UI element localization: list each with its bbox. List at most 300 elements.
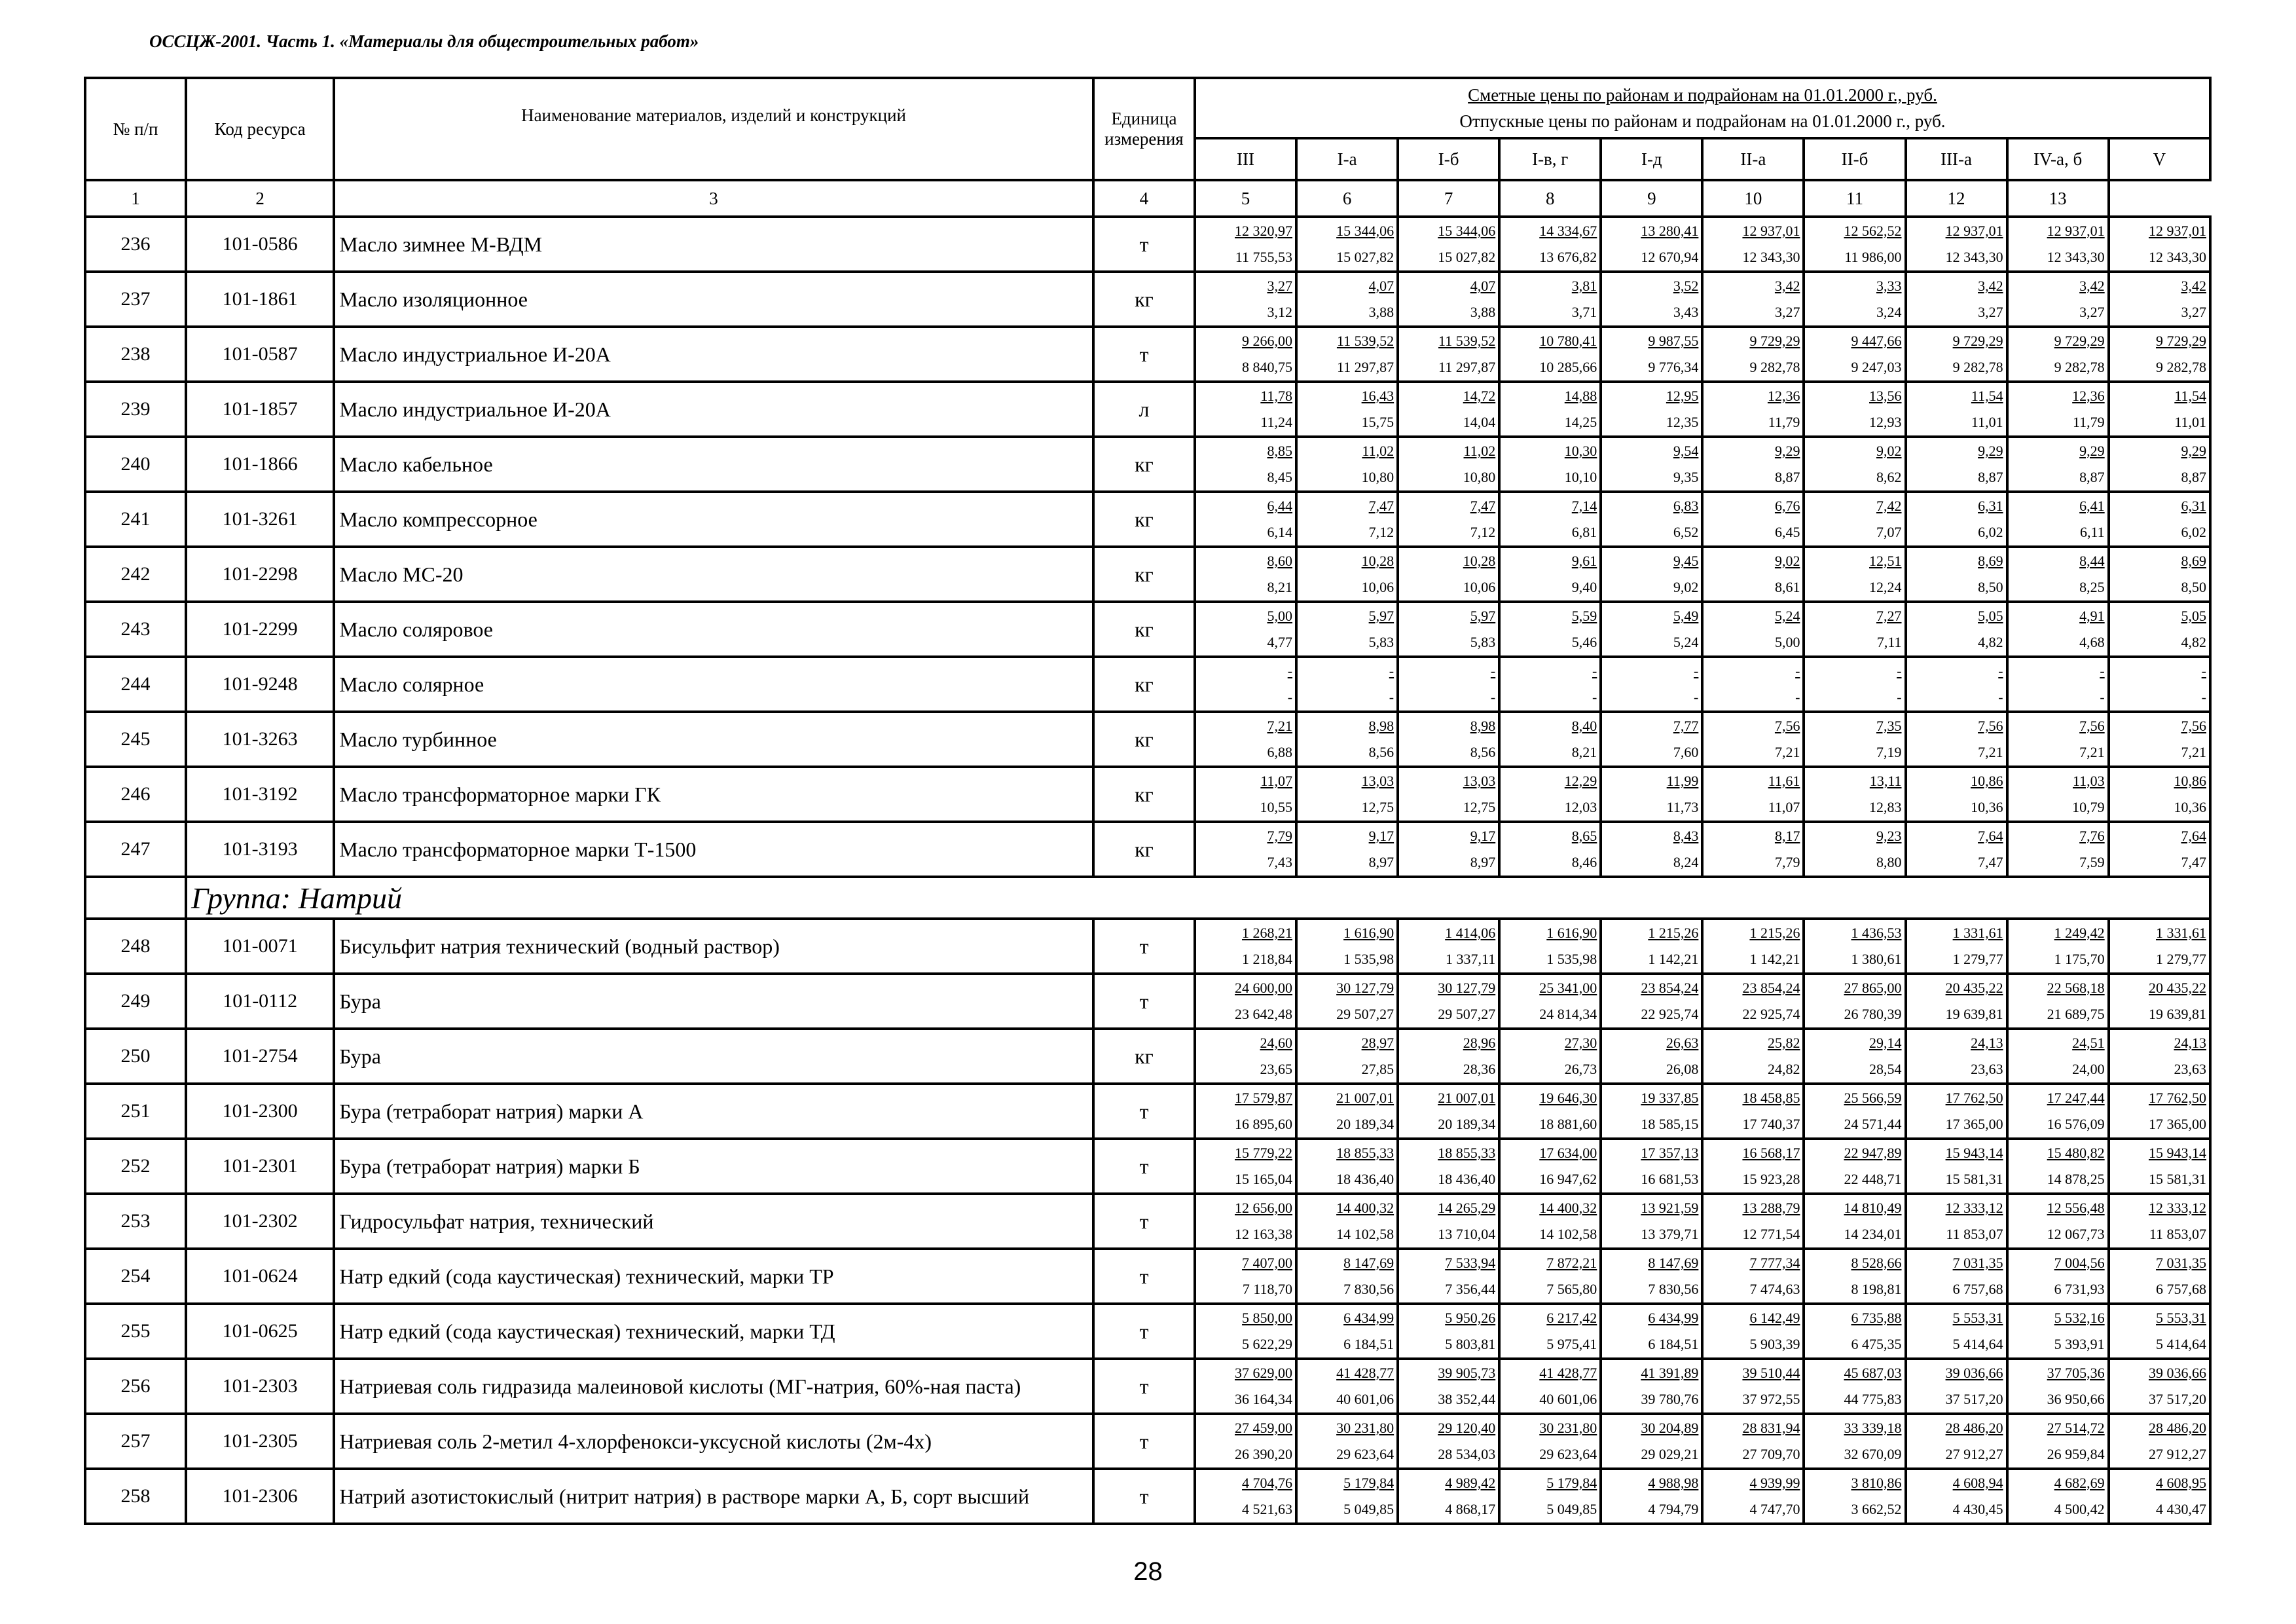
estimated-price: 12 562,52 <box>1844 223 1902 239</box>
release-price: 12 343,30 <box>1945 249 2003 265</box>
estimated-price: 7,64 <box>2181 828 2206 844</box>
release-price: 6,52 <box>1673 524 1699 540</box>
release-price: 39 780,76 <box>1641 1391 1699 1407</box>
price-cell <box>1195 327 1296 382</box>
estimated-price: 12 937,01 <box>1742 223 1800 239</box>
estimated-price: 9 266,00 <box>1242 333 1293 349</box>
estimated-price: 5 553,31 <box>2156 1310 2206 1326</box>
estimated-price: 18 458,85 <box>1742 1090 1800 1106</box>
price-cell <box>2109 712 2210 767</box>
header-region: V <box>2109 138 2210 180</box>
release-price: 11 755,53 <box>1235 249 1293 265</box>
estimated-price: 15 344,06 <box>1336 223 1394 239</box>
release-price: 19 639,81 <box>2149 1006 2206 1022</box>
price-cell <box>1195 1029 1296 1084</box>
estimated-price: 12 937,01 <box>2047 223 2105 239</box>
price-cell <box>1601 1414 1702 1469</box>
price-cell <box>2007 437 2109 492</box>
resource-code: 101-3192 <box>186 767 334 822</box>
table-row <box>85 1469 2210 1524</box>
unit-of-measure: кг <box>1093 1029 1195 1084</box>
table-row <box>85 437 2210 492</box>
estimated-price: 4,07 <box>1368 278 1394 294</box>
estimated-price: 7 031,35 <box>2156 1255 2206 1271</box>
estimated-price: - <box>1592 663 1597 679</box>
row-number: 237 <box>85 272 186 327</box>
price-cell <box>1499 1029 1601 1084</box>
estimated-price: 1 331,61 <box>1952 925 2003 941</box>
estimated-price: 24,13 <box>1971 1035 2003 1051</box>
estimated-price: 6 735,88 <box>1851 1310 1902 1326</box>
price-cell <box>1804 767 1905 822</box>
price-cell <box>1499 437 1601 492</box>
row-number: 255 <box>85 1304 186 1359</box>
price-cell <box>1195 1414 1296 1469</box>
release-price: 9,40 <box>1571 579 1597 595</box>
price-cell <box>1601 382 1702 437</box>
estimated-price: 3,52 <box>1673 278 1699 294</box>
estimated-price: 16 568,17 <box>1742 1145 1800 1161</box>
group-spacer <box>85 877 186 919</box>
release-price: 15 581,31 <box>1945 1171 2003 1187</box>
release-price: 3 662,52 <box>1851 1501 1902 1517</box>
table-row <box>85 1304 2210 1359</box>
unit-of-measure: кг <box>1093 767 1195 822</box>
header-unit: Единица измерения <box>1093 78 1195 180</box>
material-name: Бисульфит натрия технический (водный раствор) <box>334 919 1093 974</box>
estimated-price: 8,17 <box>1774 828 1800 844</box>
estimated-price: 12,29 <box>1564 773 1597 789</box>
price-cell <box>2007 657 2109 712</box>
estimated-price: - <box>1490 663 1496 679</box>
price-cell <box>1804 657 1905 712</box>
unit-of-measure: кг <box>1093 712 1195 767</box>
release-price: 9 776,34 <box>1648 359 1699 375</box>
release-price: 9 282,78 <box>1952 359 2003 375</box>
release-price: 10,79 <box>2072 799 2105 815</box>
material-name: Бура <box>334 1029 1093 1084</box>
price-cell <box>2007 492 2109 547</box>
release-price: 10 285,66 <box>1539 359 1597 375</box>
estimated-price: 7,21 <box>1267 718 1293 734</box>
price-cell <box>1702 822 1804 877</box>
estimated-price: 7 777,34 <box>1749 1255 1800 1271</box>
estimated-price: 1 215,26 <box>1648 925 1699 941</box>
release-price: 4 521,63 <box>1242 1501 1293 1517</box>
price-cell <box>1499 712 1601 767</box>
estimated-price: 1 414,06 <box>1445 925 1496 941</box>
release-price: 8,24 <box>1673 854 1699 870</box>
estimated-price: 39 905,73 <box>1438 1365 1496 1381</box>
estimated-price: 9 447,66 <box>1851 333 1902 349</box>
price-cell <box>2109 1084 2210 1139</box>
price-cell <box>2007 1249 2109 1304</box>
price-cell <box>1296 712 1398 767</box>
estimated-price: 8,85 <box>1267 443 1293 459</box>
price-cell <box>1499 1139 1601 1194</box>
release-price: 7,21 <box>2181 744 2206 760</box>
release-price: 8,80 <box>1876 854 1902 870</box>
header-column-number: 5 <box>1195 180 1296 217</box>
estimated-price: 10 780,41 <box>1539 333 1597 349</box>
unit-of-measure: т <box>1093 327 1195 382</box>
price-cell <box>2109 437 2210 492</box>
price-cell <box>1804 822 1905 877</box>
estimated-price: 6 142,49 <box>1749 1310 1800 1326</box>
unit-of-measure: т <box>1093 1304 1195 1359</box>
price-cell <box>2109 1249 2210 1304</box>
price-cell <box>1296 1249 1398 1304</box>
estimated-price: 12,95 <box>1666 388 1699 404</box>
price-cell <box>1499 1249 1601 1304</box>
unit-of-measure: кг <box>1093 547 1195 602</box>
release-price: - <box>1897 689 1902 705</box>
price-cell <box>2109 1414 2210 1469</box>
estimated-price: 6,31 <box>1978 498 2003 514</box>
material-name: Масло турбинное <box>334 712 1093 767</box>
estimated-price: - <box>1998 663 2003 679</box>
release-price: - <box>2201 689 2206 705</box>
release-price: 44 775,83 <box>1844 1391 1902 1407</box>
header-prices-line2: Отпускные цены по районам и подрайонам на 01.01.2000 г., руб. <box>1459 111 1946 131</box>
release-price: 5 049,85 <box>1546 1501 1597 1517</box>
price-cell <box>2109 382 2210 437</box>
table-row <box>85 919 2210 974</box>
release-price: 7,47 <box>2181 854 2206 870</box>
release-price: 36 950,66 <box>2047 1391 2105 1407</box>
unit-of-measure: т <box>1093 1194 1195 1249</box>
estimated-price: 39 036,66 <box>2149 1365 2206 1381</box>
estimated-price: 13,03 <box>1463 773 1496 789</box>
release-price: 5 049,85 <box>1343 1501 1394 1517</box>
estimated-price: 7,47 <box>1470 498 1496 514</box>
unit-of-measure: кг <box>1093 492 1195 547</box>
estimated-price: 8,65 <box>1571 828 1597 844</box>
estimated-price: 15 943,14 <box>1945 1145 2003 1161</box>
estimated-price: 7,27 <box>1876 608 1902 624</box>
release-price: 12,75 <box>1463 799 1496 815</box>
price-cell <box>1296 1194 1398 1249</box>
release-price: 5,83 <box>1470 634 1496 650</box>
estimated-price: - <box>2201 663 2206 679</box>
release-price: 3,24 <box>1876 304 1902 320</box>
price-cell <box>1296 657 1398 712</box>
header-column-number: 2 <box>186 180 334 217</box>
estimated-price: 7 004,56 <box>2054 1255 2105 1271</box>
price-cell <box>1702 217 1804 272</box>
release-price: 18 436,40 <box>1336 1171 1394 1187</box>
estimated-price: 13,11 <box>1869 773 1902 789</box>
release-price: 12 670,94 <box>1641 249 1699 265</box>
release-price: 29 623,64 <box>1336 1446 1394 1462</box>
price-cell <box>1398 1249 1499 1304</box>
price-cell <box>1195 767 1296 822</box>
table-row <box>85 1249 2210 1304</box>
price-cell <box>1906 657 2007 712</box>
price-cell <box>1906 1084 2007 1139</box>
price-cell <box>1804 1029 1905 1084</box>
release-price: 4,68 <box>2079 634 2105 650</box>
price-cell <box>2109 492 2210 547</box>
release-price: 6 731,93 <box>2054 1281 2105 1297</box>
release-price: 17 365,00 <box>1945 1116 2003 1132</box>
estimated-price: 37 705,36 <box>2047 1365 2105 1381</box>
estimated-price: 1 215,26 <box>1749 925 1800 941</box>
release-price: 1 380,61 <box>1851 951 1902 967</box>
price-cell <box>1398 492 1499 547</box>
row-number: 242 <box>85 547 186 602</box>
release-price: 10,55 <box>1260 799 1293 815</box>
release-price: 7,12 <box>1368 524 1394 540</box>
release-price: 24 814,34 <box>1539 1006 1597 1022</box>
estimated-price: 3,42 <box>1978 278 2003 294</box>
header-column-number: 7 <box>1398 180 1499 217</box>
price-cell <box>1398 1029 1499 1084</box>
estimated-price: 23 854,24 <box>1641 980 1699 996</box>
price-cell <box>2007 1304 2109 1359</box>
release-price: 4 430,47 <box>2156 1501 2206 1517</box>
estimated-price: 4 988,98 <box>1648 1475 1699 1491</box>
estimated-price: 1 616,90 <box>1546 925 1597 941</box>
price-cell <box>1702 1084 1804 1139</box>
row-number: 257 <box>85 1414 186 1469</box>
estimated-price: 7,35 <box>1876 718 1902 734</box>
release-price: 6,02 <box>1978 524 2003 540</box>
release-price: 17 365,00 <box>2149 1116 2206 1132</box>
estimated-price: 5,05 <box>1978 608 2003 624</box>
estimated-price: 7,77 <box>1673 718 1699 734</box>
header-region: I-а <box>1296 138 1398 180</box>
estimated-price: 11,02 <box>1362 443 1394 459</box>
estimated-price: 4 939,99 <box>1749 1475 1800 1491</box>
price-cell <box>1601 1249 1702 1304</box>
material-name: Бура (тетраборат натрия) марки А <box>334 1084 1093 1139</box>
estimated-price: 6,31 <box>2181 498 2206 514</box>
material-name: Масло солярное <box>334 657 1093 712</box>
price-cell <box>1804 1304 1905 1359</box>
release-price: 5 803,81 <box>1445 1336 1496 1352</box>
estimated-price: 9,61 <box>1571 553 1597 569</box>
price-cell <box>1601 492 1702 547</box>
release-price: 3,88 <box>1470 304 1496 320</box>
release-price: 12 343,30 <box>2047 249 2105 265</box>
price-cell <box>1601 1139 1702 1194</box>
material-name: Гидросульфат натрия, технический <box>334 1194 1093 1249</box>
price-cell <box>1398 822 1499 877</box>
price-cell <box>1195 822 1296 877</box>
release-price: 8,87 <box>2181 469 2206 485</box>
price-cell <box>1398 919 1499 974</box>
price-cell <box>1398 217 1499 272</box>
estimated-price: 7 533,94 <box>1445 1255 1496 1271</box>
price-cell <box>2007 1139 2109 1194</box>
release-price: 9 282,78 <box>2156 359 2206 375</box>
resource-code: 101-2754 <box>186 1029 334 1084</box>
estimated-price: 24,51 <box>2072 1035 2105 1051</box>
release-price: 11 853,07 <box>2149 1226 2206 1242</box>
release-price: 12 343,30 <box>2149 249 2206 265</box>
price-cell <box>2109 919 2210 974</box>
release-price: 6 757,68 <box>2156 1281 2206 1297</box>
release-price: 4 747,70 <box>1749 1501 1800 1517</box>
table-row <box>85 1359 2210 1414</box>
release-price: 22 925,74 <box>1742 1006 1800 1022</box>
release-price: 12 343,30 <box>1742 249 1800 265</box>
release-price: 9,35 <box>1673 469 1699 485</box>
release-price: 24,82 <box>1767 1061 1800 1077</box>
price-cell <box>1804 602 1905 657</box>
price-cell <box>1296 1359 1398 1414</box>
release-price: 11,01 <box>1971 414 2003 430</box>
price-cell <box>1296 217 1398 272</box>
estimated-price: 6,83 <box>1673 498 1699 514</box>
row-number: 240 <box>85 437 186 492</box>
header-column-number: 10 <box>1702 180 1804 217</box>
price-cell <box>1702 547 1804 602</box>
price-cell <box>2109 1304 2210 1359</box>
table-row <box>85 382 2210 437</box>
estimated-price: 37 629,00 <box>1235 1365 1293 1381</box>
release-price: 8,46 <box>1571 854 1597 870</box>
release-price: 23 642,48 <box>1235 1006 1293 1022</box>
price-cell <box>2007 217 2109 272</box>
release-price: 16 576,09 <box>2047 1116 2105 1132</box>
estimated-price: - <box>1795 663 1800 679</box>
release-price: 7 356,44 <box>1445 1281 1496 1297</box>
material-name: Масло индустриальное И-20А <box>334 382 1093 437</box>
estimated-price: 5,00 <box>1267 608 1293 624</box>
price-cell <box>1195 217 1296 272</box>
table-row <box>85 822 2210 877</box>
price-cell <box>1804 919 1905 974</box>
release-price: 13 710,04 <box>1438 1226 1496 1242</box>
estimated-price: 5 950,26 <box>1445 1310 1496 1326</box>
estimated-price: 5 179,84 <box>1546 1475 1597 1491</box>
price-cell <box>1906 1139 2007 1194</box>
estimated-price: 25,82 <box>1767 1035 1800 1051</box>
estimated-price: 8 147,69 <box>1343 1255 1394 1271</box>
row-number: 251 <box>85 1084 186 1139</box>
estimated-price: 9,17 <box>1470 828 1496 844</box>
release-price: 13 676,82 <box>1539 249 1597 265</box>
release-price: 18 436,40 <box>1438 1171 1496 1187</box>
release-price: 12 067,73 <box>2047 1226 2105 1242</box>
price-cell <box>1601 272 1702 327</box>
price-cell <box>1398 1304 1499 1359</box>
price-cell <box>1702 919 1804 974</box>
header-column-number: 12 <box>1906 180 2007 217</box>
estimated-price: 14 400,32 <box>1539 1200 1597 1216</box>
resource-code: 101-0625 <box>186 1304 334 1359</box>
release-price: 12,93 <box>1869 414 1902 430</box>
price-cell <box>1195 602 1296 657</box>
table-row <box>85 1139 2210 1194</box>
release-price: 6,02 <box>2181 524 2206 540</box>
price-cell <box>1195 492 1296 547</box>
table-row <box>85 327 2210 382</box>
table-row <box>85 547 2210 602</box>
release-price: 4 430,45 <box>1952 1501 2003 1517</box>
estimated-price: 7 031,35 <box>1952 1255 2003 1271</box>
row-number: 258 <box>85 1469 186 1524</box>
release-price: 7,07 <box>1876 524 1902 540</box>
release-price: - <box>1490 689 1496 705</box>
release-price: 4,82 <box>1978 634 2003 650</box>
price-cell <box>1296 1469 1398 1524</box>
release-price: 5,46 <box>1571 634 1597 650</box>
header-region: IV-а, б <box>2007 138 2109 180</box>
estimated-price: 33 339,18 <box>1844 1420 1902 1436</box>
price-cell <box>1804 547 1905 602</box>
release-price: - <box>1592 689 1597 705</box>
estimated-price: 29 120,40 <box>1438 1420 1496 1436</box>
row-number: 250 <box>85 1029 186 1084</box>
price-cell <box>1702 1469 1804 1524</box>
resource-code: 101-3193 <box>186 822 334 877</box>
resource-code: 101-1857 <box>186 382 334 437</box>
estimated-price: 8,69 <box>2181 553 2206 569</box>
release-price: 37 972,55 <box>1742 1391 1800 1407</box>
estimated-price: 7,42 <box>1876 498 1902 514</box>
estimated-price: 1 249,42 <box>2054 925 2105 941</box>
price-cell <box>1499 547 1601 602</box>
estimated-price: 3,81 <box>1571 278 1597 294</box>
release-price: 8,62 <box>1876 469 1902 485</box>
release-price: 9 282,78 <box>2054 359 2105 375</box>
release-price: 15 027,82 <box>1336 249 1394 265</box>
estimated-price: 12 937,01 <box>1945 223 2003 239</box>
price-cell <box>1702 1359 1804 1414</box>
release-price: 3,27 <box>2079 304 2105 320</box>
release-price: 4 500,42 <box>2054 1501 2105 1517</box>
estimated-price: 30 204,89 <box>1641 1420 1699 1436</box>
table-header <box>85 78 2210 217</box>
price-cell <box>1601 767 1702 822</box>
release-price: 5,00 <box>1774 634 1800 650</box>
price-cell <box>1296 327 1398 382</box>
unit-of-measure: т <box>1093 919 1195 974</box>
release-price: 12 163,38 <box>1235 1226 1293 1242</box>
estimated-price: 7,79 <box>1267 828 1293 844</box>
price-cell <box>1499 767 1601 822</box>
estimated-price: 7,56 <box>2079 718 2105 734</box>
release-price: 7 565,80 <box>1546 1281 1597 1297</box>
price-cell <box>1906 822 2007 877</box>
group-heading: Группа: Натрий <box>186 877 2210 919</box>
header-region: II-а <box>1702 138 1804 180</box>
release-price: 3,43 <box>1673 304 1699 320</box>
release-price: 23,63 <box>1971 1061 2003 1077</box>
release-price: 1 535,98 <box>1546 951 1597 967</box>
estimated-price: 11,61 <box>1768 773 1800 789</box>
resource-code: 101-3261 <box>186 492 334 547</box>
header-region: I-в, г <box>1499 138 1601 180</box>
material-name: Натриевая соль гидразида малеиновой кислоты (МГ-натрия, 60%-ная паста) <box>334 1359 1093 1414</box>
release-price: 37 517,20 <box>2149 1391 2206 1407</box>
price-cell <box>1195 1139 1296 1194</box>
estimated-price: 41 391,89 <box>1641 1365 1699 1381</box>
release-price: 27 912,27 <box>2149 1446 2206 1462</box>
estimated-price: 11,02 <box>1463 443 1496 459</box>
estimated-price: 20 435,22 <box>1945 980 2003 996</box>
estimated-price: 5,24 <box>1774 608 1800 624</box>
estimated-price: 12,36 <box>1767 388 1800 404</box>
estimated-price: 5,59 <box>1571 608 1597 624</box>
price-cell <box>1499 327 1601 382</box>
release-price: 7 830,56 <box>1343 1281 1394 1297</box>
estimated-price: 22 568,18 <box>2047 980 2105 996</box>
release-price: 29 507,27 <box>1438 1006 1496 1022</box>
